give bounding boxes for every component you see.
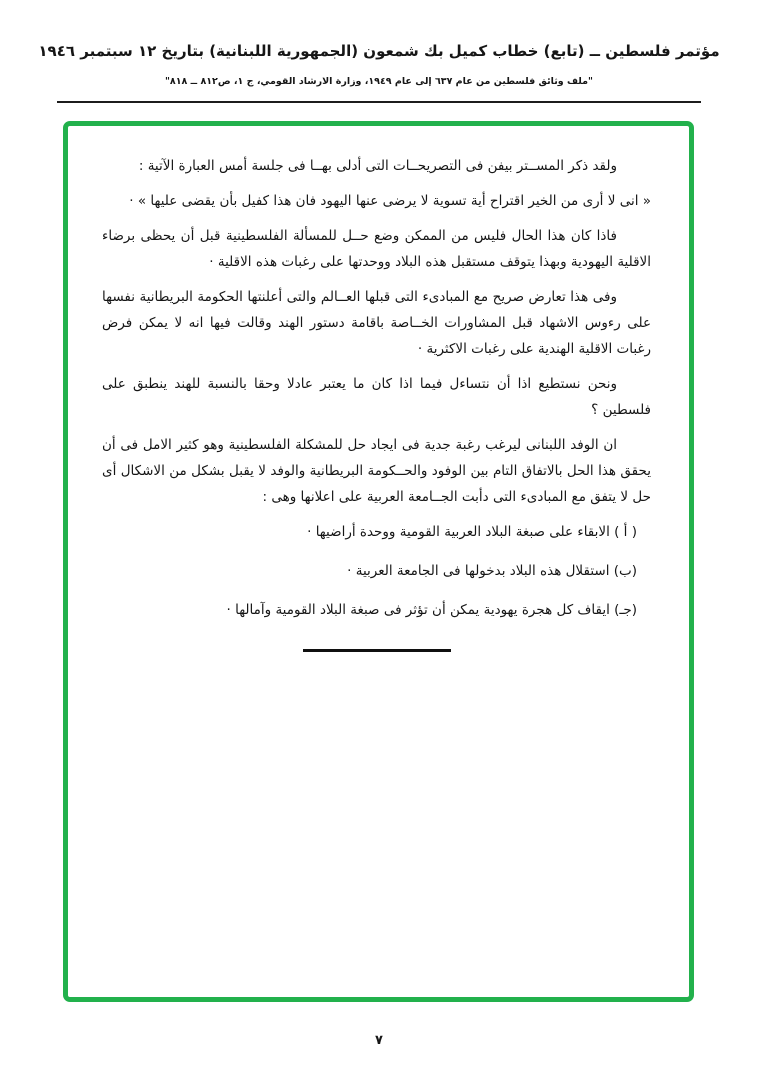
list-item-c: (جـ) ايقاف كل هجرة يهودية يمكن أن تؤثر فى صبغة البلاد القومية وآمالها · [226,602,637,618]
page-number: ٧ [375,1033,383,1048]
document-source-citation: "ملف وثائق فلسطين من عام ٦٣٧ إلى عام ١٩٤٩، وزارة الارشاد القومي، ج ١، ص٨١٢ ــ ٨١٨" [164,76,594,87]
paragraph-palestine-question: فاذا كان هذا الحال فليس من الممكن وضع حــل للمسألة الفلسطينية قبل أن يحظى برضاء الاقلية اليهودية وبهذا يتوقف مستقبل هذه البلاد ووحدتها على رغبات هذه الاقلية · [102,228,651,270]
document-title: مؤتمر فلسطين ــ (تابع) خطاب كميل بك شمعون (الجمهورية اللبنانية) بتاريخ ١٢ سبتمبر ١٩٤٦ [38,42,720,60]
paragraph-intro: ولقد ذكر المســتر بيفن فى التصريحــات التى أدلى بهــا فى جلسة أمس العبارة الآتية : [138,158,617,174]
list-item-b: (ب) استقلال هذه البلاد بدخولها فى الجامعة العربية · [347,563,637,579]
section-end-divider [303,649,451,652]
annotation-highlight-box [63,121,694,1002]
paragraph-quote: « انى لا أرى من الخير اقتراح أية تسوية لا يرضى عنها اليهود فان هذا كفيل بأن يقضى عليها » · [129,193,651,209]
paragraph-india-comparison: ونحن نستطيع اذا أن نتساءل فيما اذا كان ما يعتبر عادلا وحقا بالنسبة للهند ينطبق على فلسطين ؟ [102,376,651,418]
header-divider-line [57,101,701,103]
paragraph-british-contradiction: وفى هذا تعارض صريح مع المبادىء التى قبلها العــالم والتى أعلنتها الحكومة البريطانية نفسها على رءوس الاشهاد قبل المشاورات الخــاصة باقامة دستور الهند وقالت فيها انه لا يمكن فرض رغبات الاقلية الهندية على رغبات الاكثرية · [102,289,651,357]
document-body [68,126,689,652]
list-item-a: ( أ ) الابقاء على صبغة البلاد العربية القومية ووحدة أراضيها · [307,524,637,540]
paragraph-lebanese-delegation: ان الوفد اللبنانى ليرغب رغبة جدية فى ايجاد حل للمشكلة الفلسطينية وهو كثير الامل فى أن يحقق هذا الحل بالاتفاق التام بين الوفود والحــكومة البريطانية والوفد لا يقبل بشكل من الاشكال أى حل لا يتفق مع المبادىء التى دأبت الجــامعة العربية على اعلانها وهى : [102,437,651,505]
document-header [0,42,758,87]
principles-list [102,519,651,623]
